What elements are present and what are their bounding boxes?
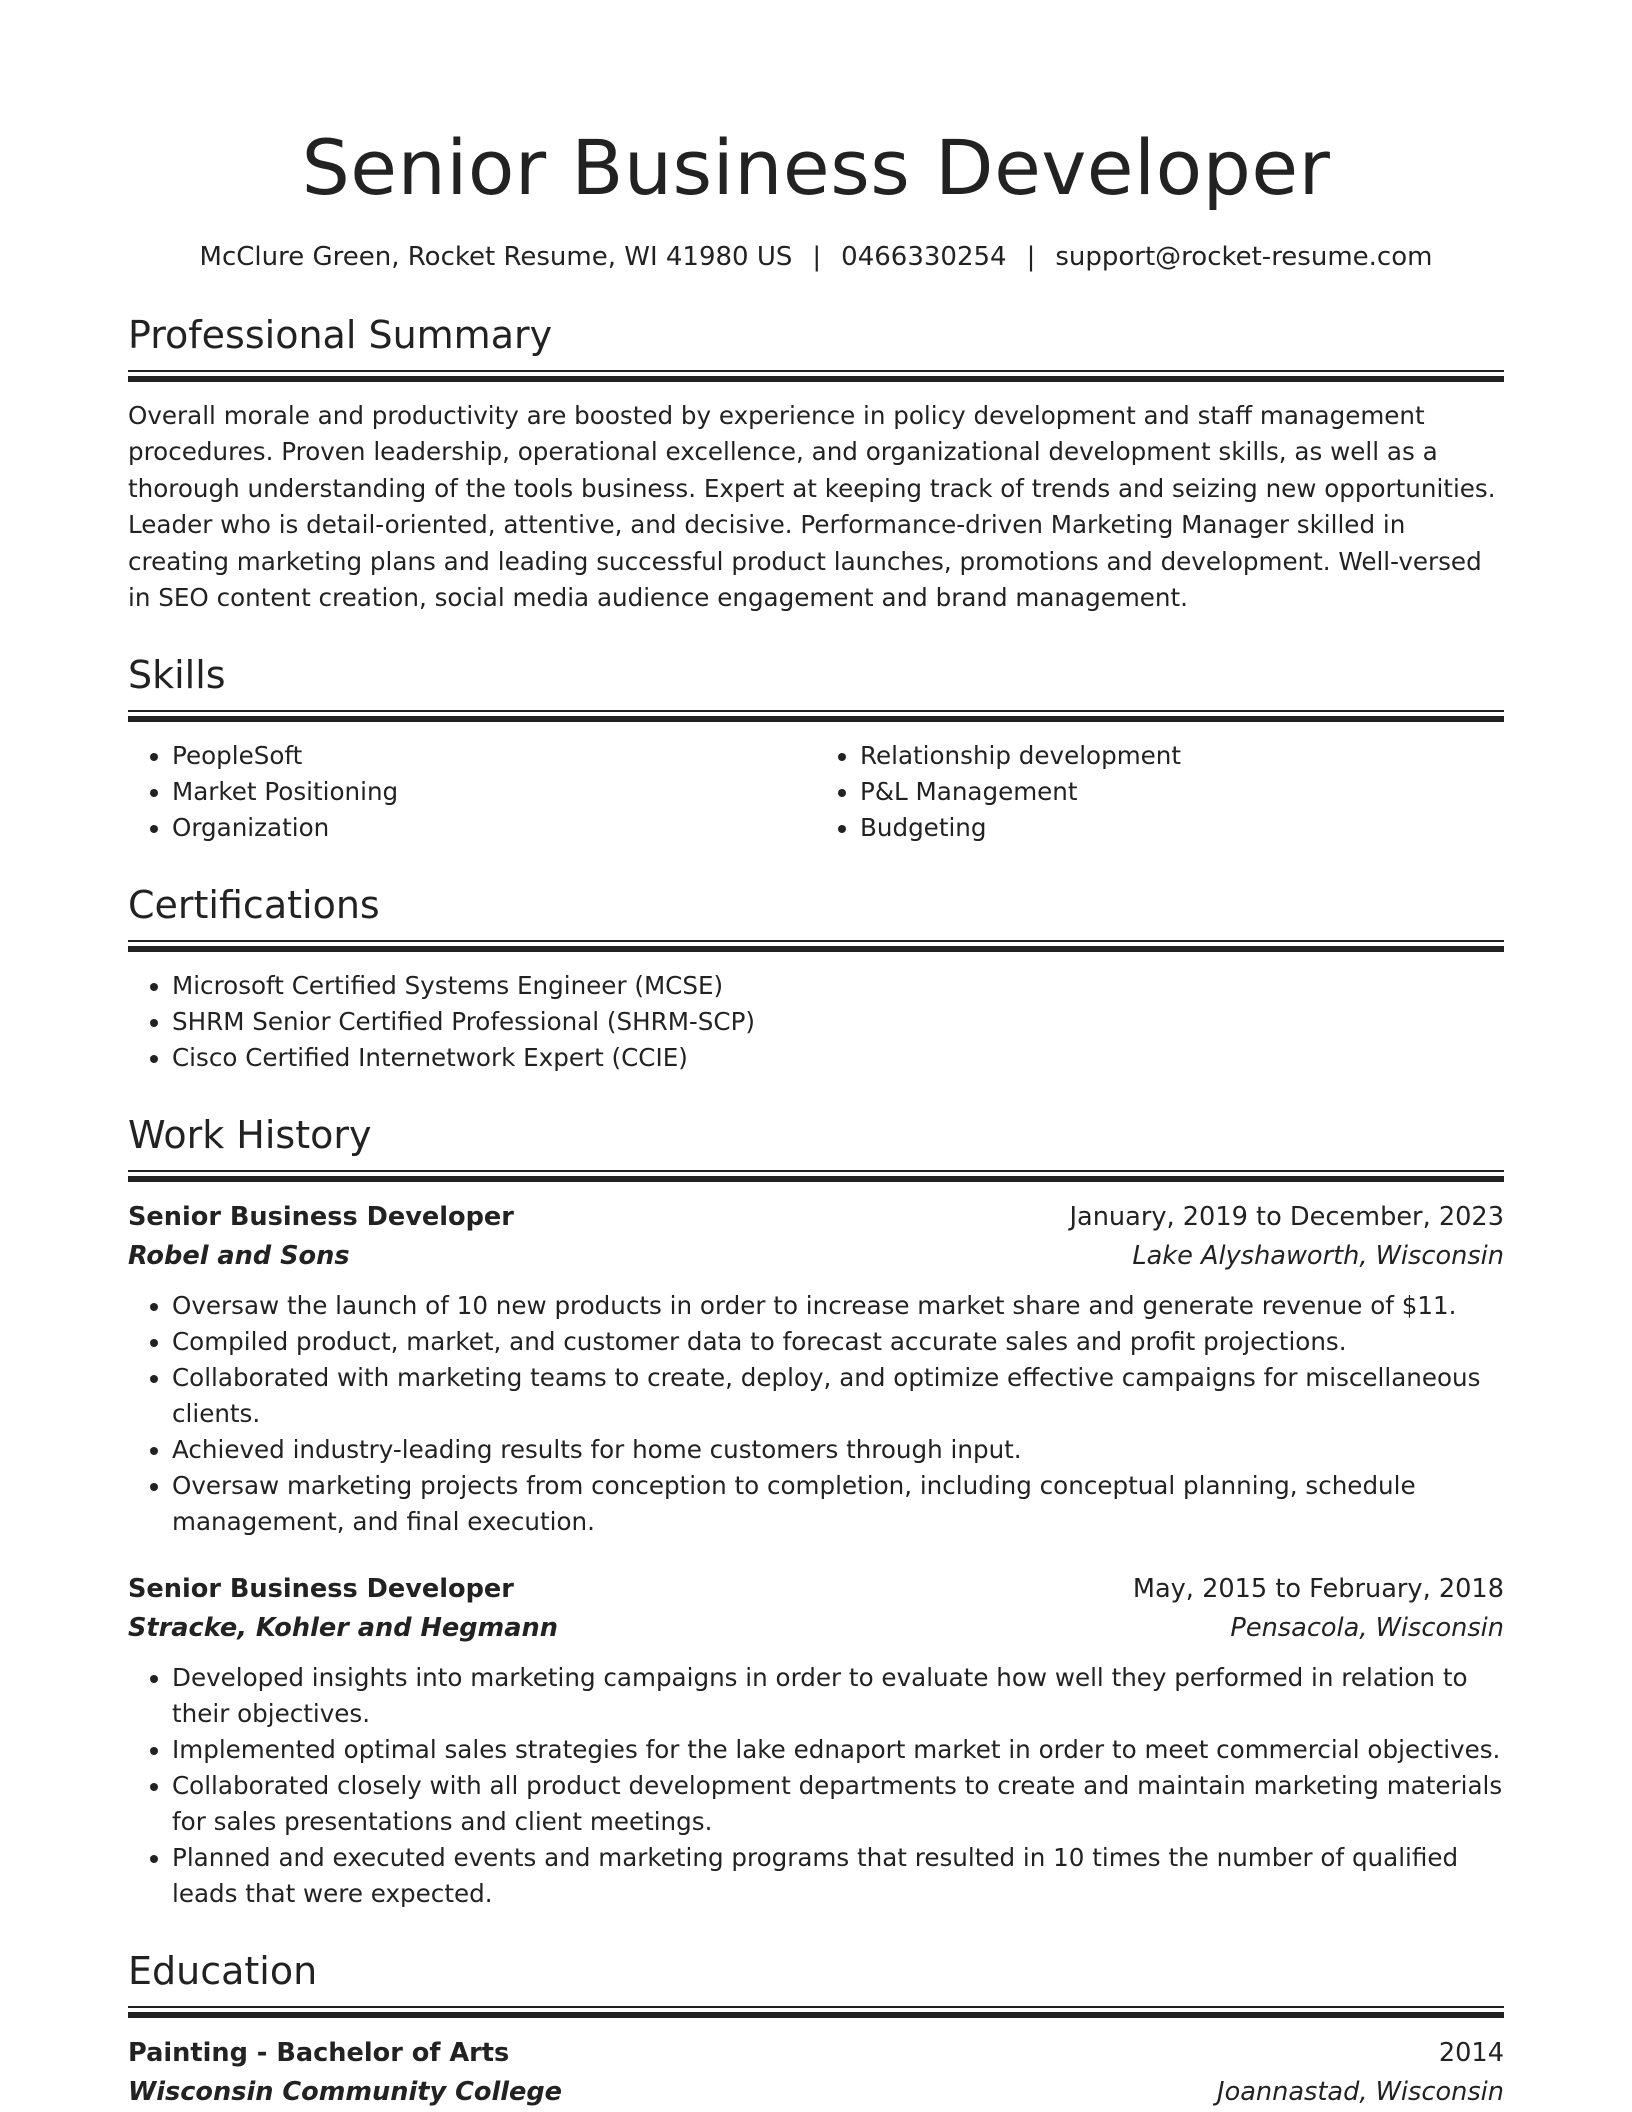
contact-phone: 0466330254 xyxy=(841,242,1007,272)
job-bullet: • Compiled product, market, and customer data to forecast accurate sales and profit projections. xyxy=(172,1324,1504,1360)
skills-list-right xyxy=(816,738,1504,846)
contact-address: McClure Green, Rocket Resume, WI 41980 US xyxy=(199,242,793,272)
job-title: Senior Business Developer xyxy=(128,1574,514,1605)
education-location: Joannastad, Wisconsin xyxy=(1217,2077,1504,2108)
section-divider xyxy=(128,2006,1504,2018)
job-title: Senior Business Developer xyxy=(128,1202,514,1233)
job-entry xyxy=(128,1570,1504,1912)
education-header-row xyxy=(128,2034,1504,2073)
section-heading-certifications: Certifications xyxy=(128,883,380,928)
job-header-row xyxy=(128,1570,1504,1609)
job-bullets xyxy=(128,1288,1504,1540)
section-divider xyxy=(128,710,1504,722)
skill-item: • PeopleSoft xyxy=(172,738,816,774)
job-subheader-row xyxy=(128,1609,1504,1648)
education-degree: Painting - Bachelor of Arts xyxy=(128,2038,510,2069)
education-school: Wisconsin Community College xyxy=(128,2077,563,2108)
job-company: Stracke, Kohler and Hegmann xyxy=(128,1613,558,1644)
skill-item: • Relationship development xyxy=(860,738,1504,774)
job-entry xyxy=(128,1198,1504,1540)
education-subheader-row xyxy=(128,2073,1504,2112)
certification-item: • SHRM Senior Certified Professional (SHRM-SCP) xyxy=(172,1004,1504,1040)
section-heading-summary: Professional Summary xyxy=(128,313,553,357)
job-bullet: • Developed insights into marketing campaigns in order to evaluate how well they performed in relation to their objectives. xyxy=(172,1660,1504,1732)
summary-section xyxy=(128,310,1504,616)
job-location: Pensacola, Wisconsin xyxy=(1230,1613,1504,1644)
job-bullet: • Oversaw the launch of 10 new products in order to increase market share and generate revenue of $11. xyxy=(172,1288,1504,1324)
job-bullet: • Implemented optimal sales strategies for the lake ednaport market in order to meet commercial objectives. xyxy=(172,1732,1504,1768)
education-year: 2014 xyxy=(1438,2038,1504,2069)
certification-item: • Microsoft Certified Systems Engineer (MCSE) xyxy=(172,968,1504,1004)
job-bullet: • Collaborated with marketing teams to create, deploy, and optimize effective campaigns for miscellaneous clients. xyxy=(172,1360,1504,1432)
contact-separator: | xyxy=(1026,242,1036,272)
job-bullet: • Planned and executed events and marketing programs that resulted in 10 times the number of qualified leads that were expected. xyxy=(172,1840,1504,1912)
section-divider xyxy=(128,1170,1504,1182)
contact-line xyxy=(128,238,1504,276)
section-divider xyxy=(128,940,1504,952)
skill-item: • Budgeting xyxy=(860,810,1504,846)
skill-item: • P&L Management xyxy=(860,774,1504,810)
job-bullets xyxy=(128,1660,1504,1912)
section-heading-education: Education xyxy=(128,1949,318,1994)
job-bullet: • Oversaw marketing projects from conception to completion, including conceptual planning, schedule management, and final execution. xyxy=(172,1468,1504,1540)
job-bullet: • Collaborated closely with all product development departments to create and maintain marketing materials for sales presentations and client meetings. xyxy=(172,1768,1504,1840)
certifications-list xyxy=(128,968,1504,1076)
contact-separator: | xyxy=(812,242,822,272)
skills-list-left xyxy=(128,738,816,846)
job-company: Robel and Sons xyxy=(128,1241,350,1272)
skills-section xyxy=(128,650,1504,846)
job-dates: January, 2019 to December, 2023 xyxy=(1069,1202,1504,1233)
certification-item: • Cisco Certified Internetwork Expert (CCIE) xyxy=(172,1040,1504,1076)
job-dates: May, 2015 to February, 2018 xyxy=(1132,1574,1504,1605)
job-header-row xyxy=(128,1198,1504,1237)
section-heading-work-history: Work History xyxy=(128,1113,372,1158)
skill-item: • Organization xyxy=(172,810,816,846)
job-bullet: • Achieved industry-leading results for home customers through input. xyxy=(172,1432,1504,1468)
skills-grid xyxy=(128,738,1504,846)
resume-title: Senior Business Developer xyxy=(301,123,1331,212)
contact-email: support@rocket-resume.com xyxy=(1055,242,1433,272)
education-section xyxy=(128,1946,1504,2112)
certifications-section xyxy=(128,880,1504,1076)
skill-item: • Market Positioning xyxy=(172,774,816,810)
job-subheader-row xyxy=(128,1237,1504,1276)
section-divider xyxy=(128,370,1504,382)
section-heading-skills: Skills xyxy=(128,653,226,698)
job-location: Lake Alyshaworth, Wisconsin xyxy=(1132,1241,1504,1272)
work-history-section xyxy=(128,1110,1504,1912)
summary-text: Overall morale and productivity are boosted by experience in policy development and staff management procedures. Proven leadership, operational excellence, and organizational development skills, as well as a thorough understanding of the tools business. Expert at keeping track of trends and seizing new opportunities. Leader who is detail-oriented, attentive, and decisive. Performance-driven Marketing Manager skilled in creating marketing plans and leading successful product launches, promotions and development. Well-versed in SEO content creation, social media audience engagement and brand management. xyxy=(128,401,1496,613)
education-entry xyxy=(128,2034,1504,2112)
